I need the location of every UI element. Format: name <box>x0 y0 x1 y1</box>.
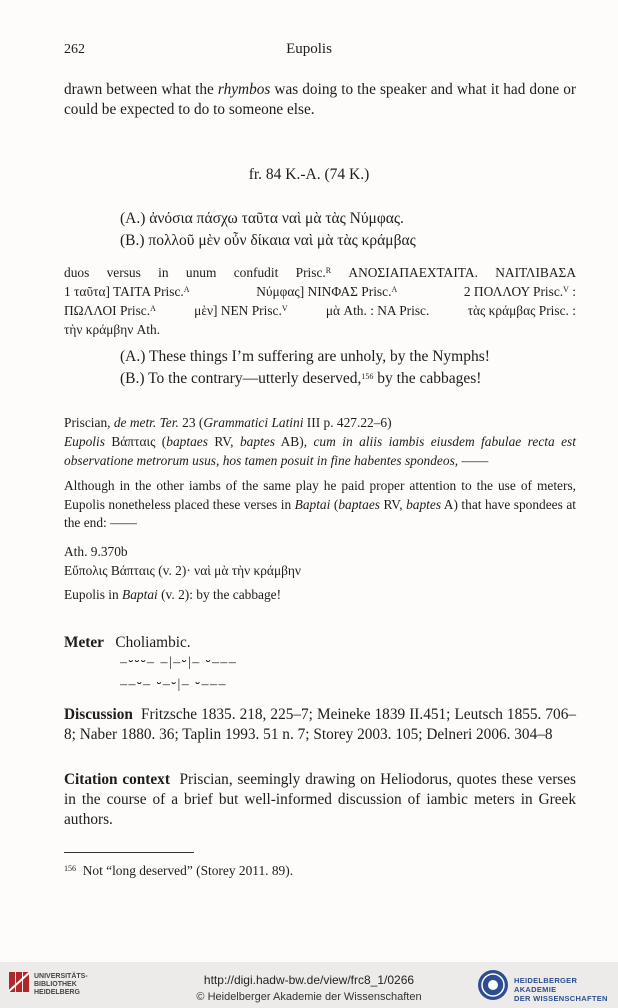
apparatus-line-1: duos versus in unum confudit Prisc.$^R$ ΑΝΟΣΙΑΠΑΕΧΤΑΙΤΑ. ΝΑΙΤΛΙΒΑΣΑ <box>64 265 576 280</box>
apparatus-line-4: τὴν κράμβην Ath. <box>64 322 161 337</box>
footnote-separator <box>64 852 194 853</box>
source-translation: Although in the other iambs of the same play he paid proper attention to the use of meters, Eupolis nonetheless placed these verses in Baptai (baptaes RV, baptes A) that have spondees at the end: —— <box>64 478 576 530</box>
source-citation: Priscian, de metr. Ter. 23 (Grammatici Latini III p. 427.22–6) <box>64 415 392 430</box>
apparatus-line-2: 1 ταῦτα] ΤΑΙΤΑ Prisc.$^A$ Νύμφας] ΝΙΝΦΑΣ Prisc.$^A$ 2 ΠΟΛΛΟΥ Prisc.$^V$ : <box>64 284 576 299</box>
copyright-notice: © Heidelberger Akademie der Wissenschaften <box>196 991 422 1003</box>
athenaeus-ref: Ath. 9.370b <box>64 544 128 559</box>
intro-paragraph: drawn between what the rhymbos was doing to the speaker and what it had done or could be expected to do to someone else. <box>64 81 576 118</box>
fragment-title: fr. 84 K.-A. (74 K.) <box>248 166 370 183</box>
academy-name: HEIDELBERGER AKADEMIE DER WISSENSCHAFTEN <box>514 976 608 1003</box>
academy-logo-icon[interactable] <box>478 970 508 1000</box>
permalink[interactable]: http://digi.hadw-bw.de/view/frc8_1/0266 <box>203 973 415 987</box>
translation-line-1: (A.) These things I’m suffering are unholy, by the Nymphs! <box>120 348 490 365</box>
page-number: 262 <box>64 42 85 57</box>
greek-line-2: (B.) πολλοῦ μὲν οὖν δίκαια ναὶ μὰ τὰς κράμβας <box>120 232 416 249</box>
meter-scheme-2: ––⏑– ⏑–⏑|– ⏑––– <box>120 677 227 692</box>
athenaeus-translation: Eupolis in Baptai (v. 2): by the cabbage! <box>64 587 282 602</box>
apparatus-line-3: ΠΩΛΛΟΙ Prisc.$^A$ μὲν] ΝΕΝ Prisc.$^V$ μὰ Ath. : ΝΑ Prisc. τὰς κράμβας Prisc. : <box>64 303 576 318</box>
running-head: Eupolis <box>286 41 332 57</box>
footnote: $^{156}$ Not “long deserved” (Storey 2011. 89). <box>64 863 294 878</box>
meter-section: Meter Choliambic. <box>64 634 191 651</box>
greek-line-1: (A.) ἀνόσια πάσχω ταῦτα ναὶ μὰ τὰς Νύμφας. <box>120 210 404 227</box>
translation-line-2: (B.) To the contrary—utterly deserved,$^{156}$ by the cabbages! <box>120 370 482 387</box>
source-latin: Eupolis Βάπταις (baptaes RV, baptes AB), cum in aliis iambis eiusdem fabulae recta est observatione metrorum usus, hos tamen posuit in fine habentes spondeos, —— <box>64 434 576 468</box>
citation-context-section: Citation context Priscian, seemingly drawing on Heliodorus, quotes these verses in the course of a brief but well-informed discussion of iambic meters in Greek authors. <box>64 771 576 828</box>
meter-scheme-1: –⏑⏑⏑– –|–⏑|– ⏑––– <box>120 655 238 670</box>
discussion-section: Discussion Fritzsche 1835. 218, 225–7; Meineke 1839 II.451; Leutsch 1855. 706–8; Naber 1880. 36; Taplin 1993. 51 n. 7; Storey 2003. 105; Delneri 2006. 304–8 <box>64 706 577 743</box>
athenaeus-greek: Εὔπολις Βάπταις (v. 2)· ναὶ μὰ τὴν κράμβην <box>64 563 301 578</box>
library-name: UNIVERSITÄTS- BIBLIOTHEK HEIDELBERG <box>34 973 88 996</box>
